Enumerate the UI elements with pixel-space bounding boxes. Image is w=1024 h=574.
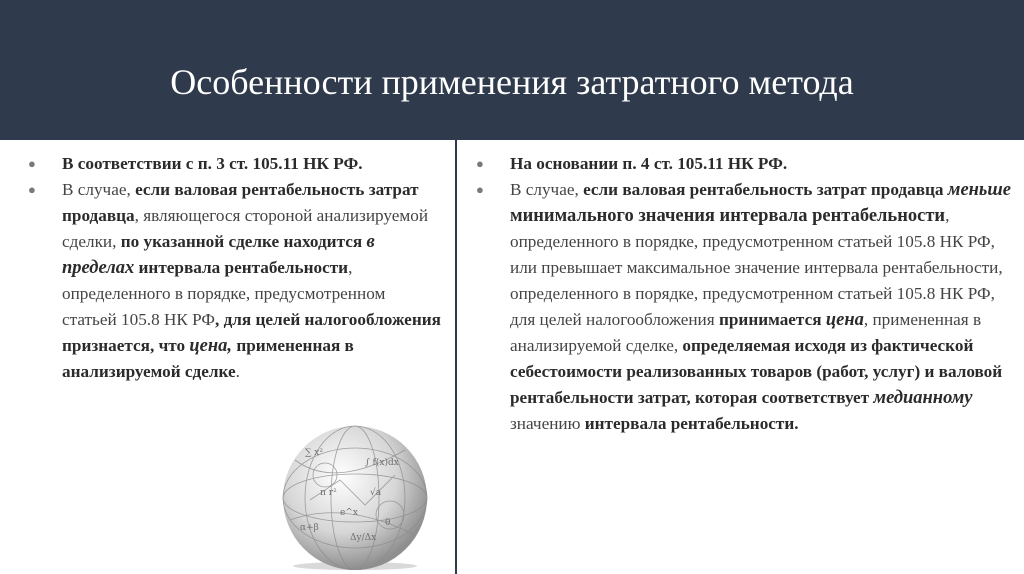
page-title: Особенности применения затратного метода bbox=[170, 62, 854, 102]
legal-reference: На основании п. 4 ст. 105.11 НК РФ. bbox=[510, 154, 788, 173]
list-item bbox=[476, 177, 1021, 437]
text-bold: принимается bbox=[718, 310, 826, 329]
text-bold: если валовая рентабельность затрат продавца bbox=[583, 180, 948, 199]
legal-reference: В соответствии с п. 3 ст. 105.11 НК РФ. bbox=[62, 154, 363, 173]
text-run: . bbox=[235, 362, 240, 381]
text-run: , определенного в порядке, предусмотренном статьей 105.8 НК РФ bbox=[62, 258, 386, 329]
text-bold-italic: в пределах bbox=[62, 232, 375, 278]
left-bullet-list bbox=[28, 151, 443, 385]
bullet-icon: ● bbox=[28, 156, 36, 171]
svg-text:√a: √a bbox=[370, 488, 382, 498]
text-bold: примененная в анализируемой сделке bbox=[62, 336, 354, 381]
text-bold: интервала рентабельности. bbox=[584, 414, 799, 433]
bullet-icon: ● bbox=[28, 182, 36, 197]
list-item bbox=[28, 177, 443, 385]
text-bold-italic: цена, bbox=[189, 336, 233, 356]
text-run: , являющегося стороной анализируемой сделки, bbox=[62, 206, 429, 251]
svg-text:∑ x²: ∑ x² bbox=[305, 448, 323, 458]
right-column bbox=[476, 151, 1021, 437]
text-run: , определенного в порядке, предусмотренном статьей 105.8 НК РФ, или превышает максимальное значение интервала рентабельности, определенного в порядке, предусмотренном статьей 105.8 НК РФ, для целей налогообложения bbox=[510, 206, 1003, 329]
text-bold-italic: медианному bbox=[873, 388, 973, 408]
svg-text:π r²: π r² bbox=[320, 488, 337, 498]
bullet-icon: ● bbox=[476, 182, 484, 197]
text-run: В случае, bbox=[510, 180, 584, 199]
text-bold: интервала рентабельности bbox=[134, 258, 349, 277]
text-bold-italic: меньше bbox=[947, 180, 1012, 200]
title-bar bbox=[0, 0, 1024, 140]
left-column bbox=[28, 151, 443, 385]
bullet-icon: ● bbox=[476, 156, 484, 171]
text-run: примененная в анализируемой сделке, bbox=[510, 310, 982, 355]
math-formula-sphere-icon bbox=[265, 420, 443, 570]
svg-text:∫ f(x)dx: ∫ f(x)dx bbox=[365, 458, 399, 468]
text-bold: по указанной сделке находится bbox=[120, 232, 367, 251]
text-bold-italic: цена bbox=[825, 310, 864, 330]
list-item bbox=[28, 151, 443, 177]
svg-text:Δy/Δx: Δy/Δx bbox=[350, 533, 377, 543]
text-run: , bbox=[863, 310, 869, 329]
svg-text:θ: θ bbox=[385, 518, 391, 528]
right-bullet-list bbox=[476, 151, 1021, 437]
text-bold: , для целей налогообложения признается, что bbox=[62, 310, 441, 355]
column-divider bbox=[455, 140, 457, 574]
svg-text:e^x: e^x bbox=[340, 508, 358, 518]
list-item bbox=[476, 151, 1021, 177]
svg-text:α+β: α+β bbox=[300, 523, 319, 533]
text-bold: минимального значения интервала рентабельности bbox=[510, 206, 946, 226]
text-run: значению bbox=[510, 414, 585, 433]
text-bold: если валовая рентабельность затрат продавца bbox=[62, 180, 419, 225]
text-bold: определяемая исходя из фактической себестоимости реализованных товаров (работ, услуг) и валовой рентабельности затрат, которая соответствует bbox=[510, 336, 1003, 407]
text-run: В случае, bbox=[62, 180, 136, 199]
